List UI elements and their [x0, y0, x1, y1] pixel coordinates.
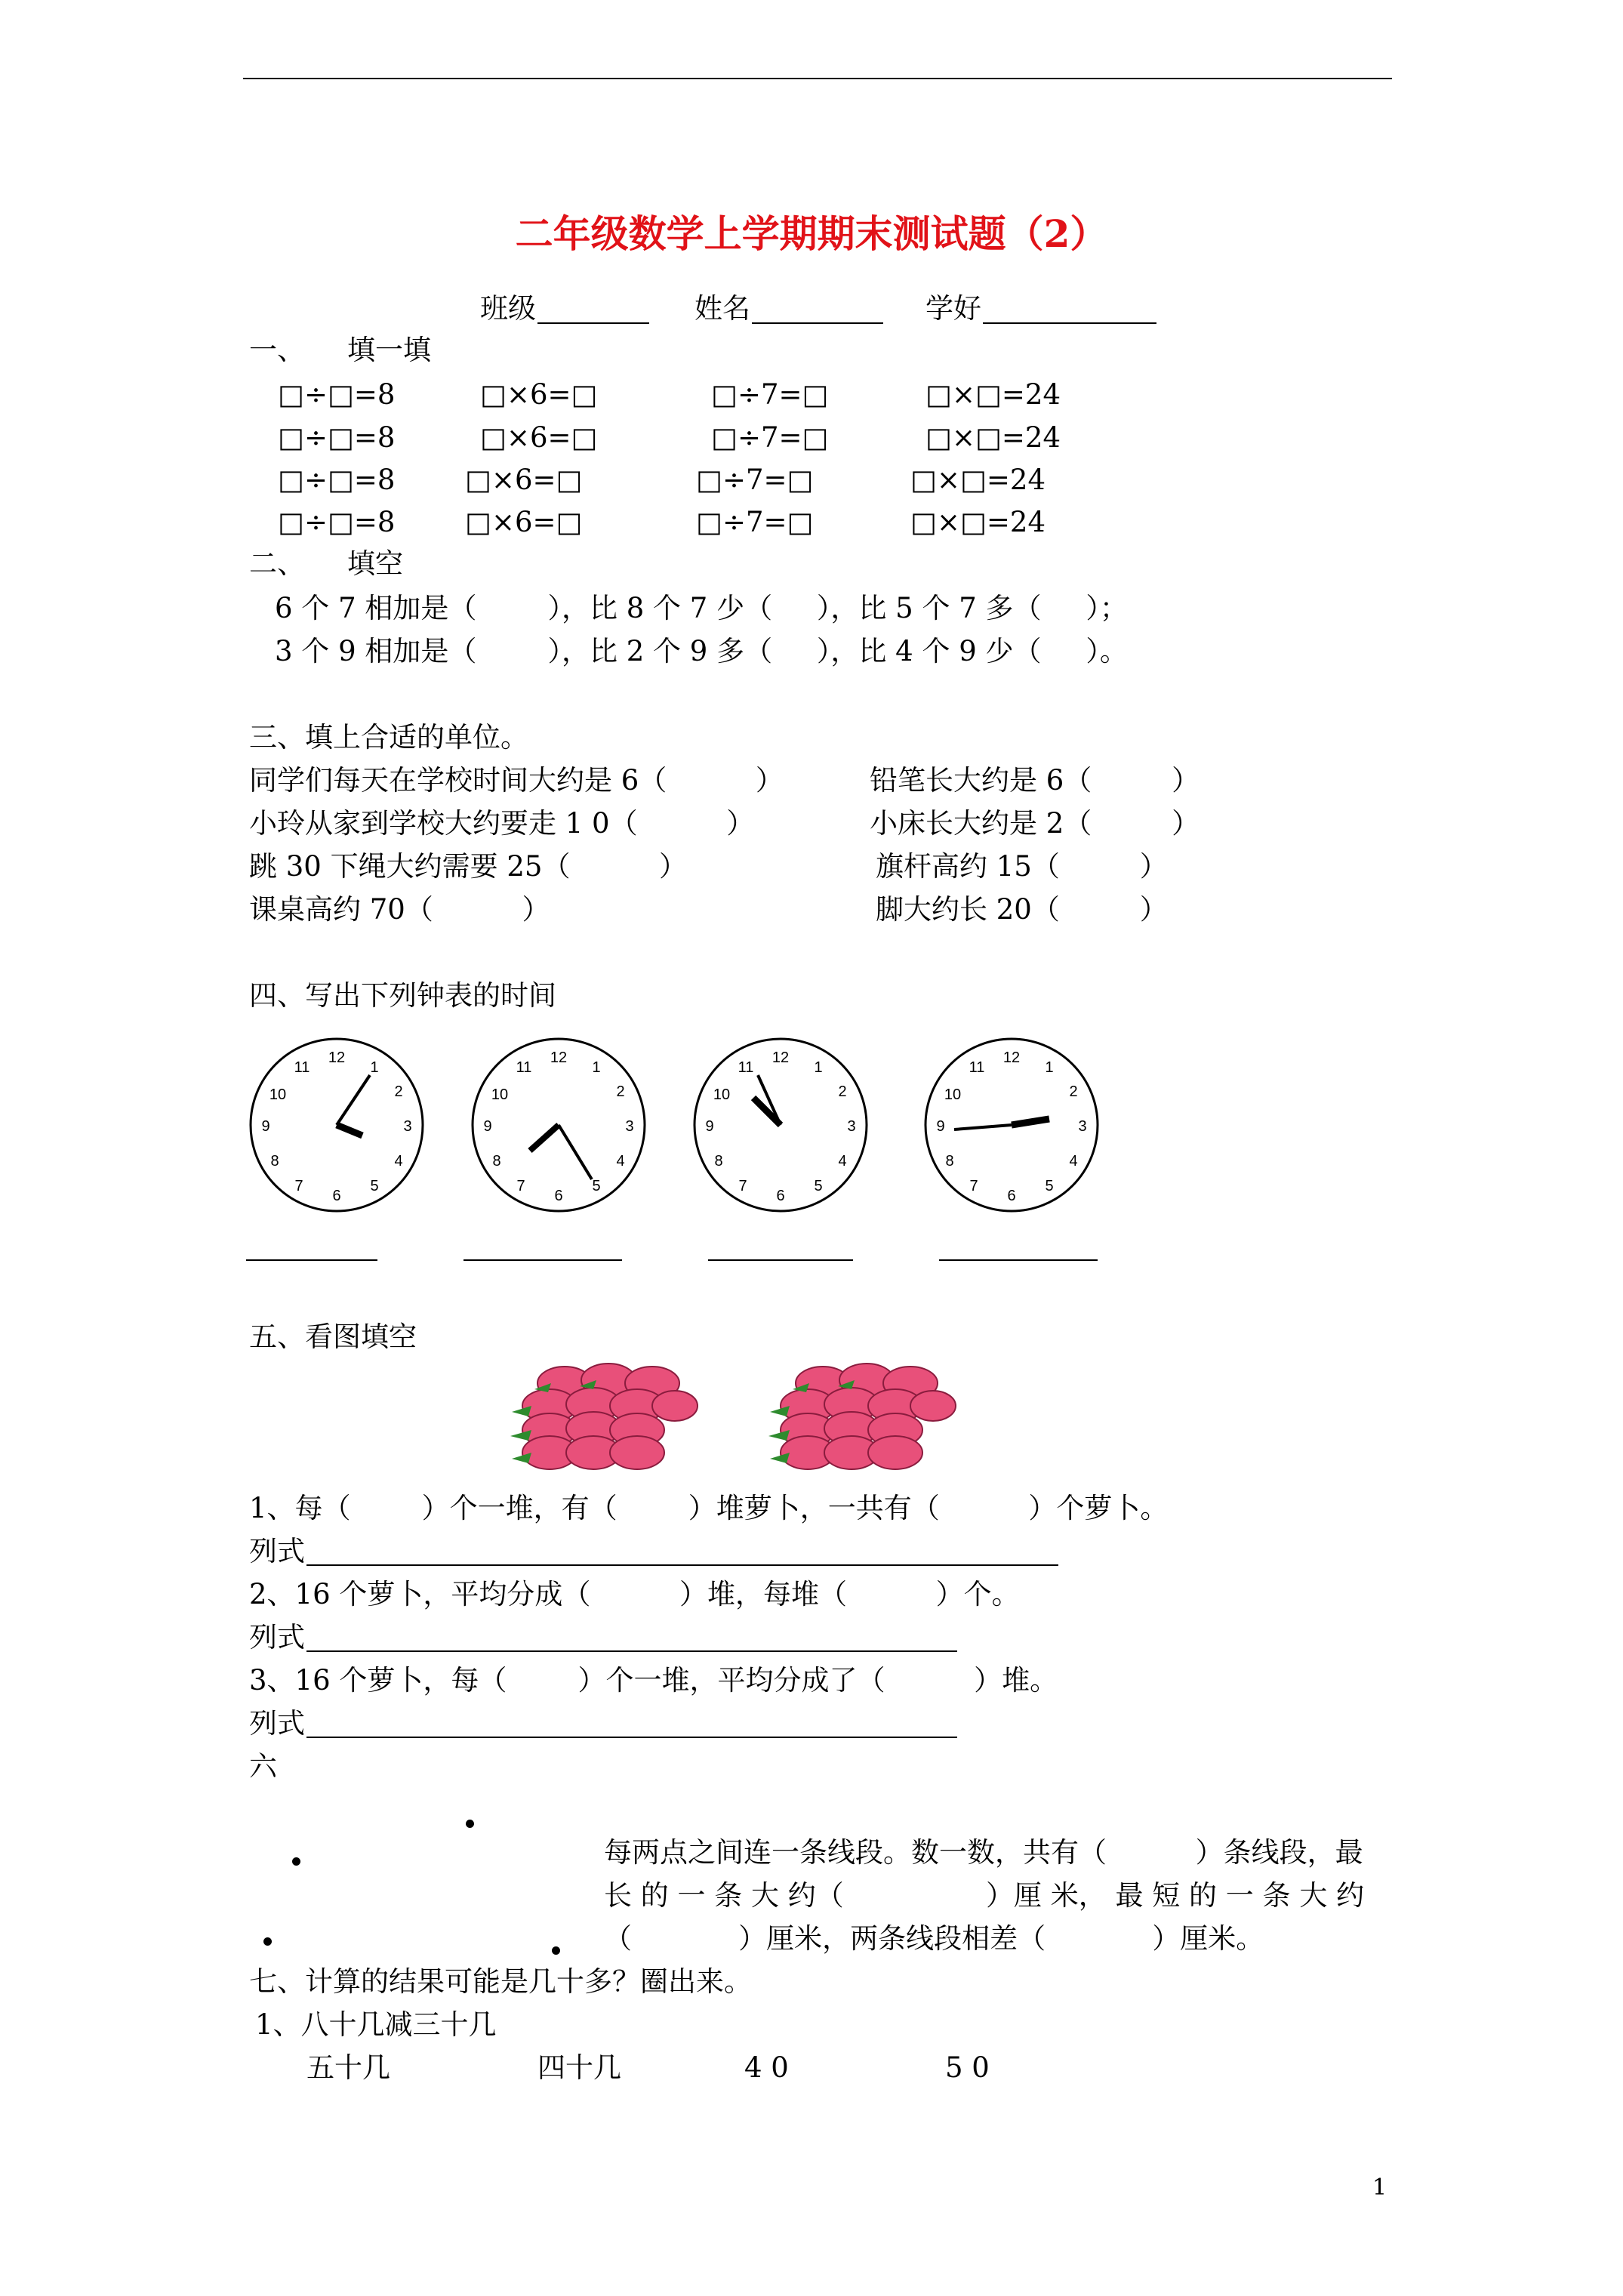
clock-4-answer-line[interactable] [939, 1259, 1098, 1261]
option-fifties[interactable]: 五十几 [306, 2051, 390, 2084]
point [292, 1857, 300, 1866]
page-number: 1 [1372, 2174, 1387, 2201]
point [263, 1937, 272, 1946]
formula-label-2: 列式 [249, 1621, 305, 1653]
question-2: 2、16 个萝卜，平均分成（ ）堆，每堆（ ）个。 [249, 1578, 1020, 1610]
header-rule [243, 78, 1392, 79]
svg-text:5: 5 [1045, 1178, 1054, 1194]
svg-text:2: 2 [394, 1083, 403, 1100]
equation: □×6=□ [465, 506, 583, 538]
equation: □÷7=□ [696, 464, 814, 496]
unit-question: 脚大约长 20（ ） [876, 893, 1168, 926]
clock-3-answer-line[interactable] [708, 1259, 853, 1261]
svg-text:8: 8 [945, 1153, 954, 1170]
svg-text:5: 5 [592, 1178, 601, 1194]
option-50[interactable]: 5 0 [945, 2051, 990, 2084]
svg-text:1: 1 [1045, 1059, 1054, 1076]
svg-text:8: 8 [270, 1153, 279, 1170]
unit-question: 铅笔长大约是 6（ ） [870, 764, 1200, 797]
section3-heading: 三、填上合适的单位。 [249, 721, 528, 754]
formula-line-3[interactable] [306, 1737, 957, 1738]
svg-text:6: 6 [554, 1188, 563, 1204]
page-title: 二年级数学上学期期末测试题（2） [515, 211, 1108, 256]
radish-pile-1 [504, 1359, 702, 1472]
svg-text:9: 9 [936, 1118, 945, 1135]
svg-text:10: 10 [269, 1086, 287, 1103]
svg-text:7: 7 [294, 1178, 303, 1194]
svg-text:6: 6 [776, 1188, 785, 1204]
point [466, 1820, 474, 1828]
equation: □÷□=8 [278, 421, 396, 454]
svg-text:6: 6 [332, 1188, 341, 1204]
section6-line-2: 长 的 一 条 大 约（ ）厘 米， 最 短 的 一 条 大 约 [604, 1879, 1365, 1912]
svg-text:2: 2 [616, 1083, 625, 1100]
svg-text:12: 12 [771, 1049, 790, 1066]
svg-text:10: 10 [944, 1086, 962, 1103]
svg-text:6: 6 [1007, 1188, 1016, 1204]
name-blank[interactable] [752, 322, 883, 324]
section2-heading: 填空 [347, 547, 403, 580]
svg-text:3: 3 [625, 1118, 634, 1135]
question-3: 3、16 个萝卜，每（ ）个一堆，平均分成了（ ）堆。 [249, 1664, 1058, 1697]
clock-2-answer-line[interactable] [463, 1259, 622, 1261]
svg-text:1: 1 [592, 1059, 601, 1076]
svg-text:4: 4 [838, 1153, 847, 1170]
svg-text:12: 12 [328, 1049, 346, 1066]
svg-text:9: 9 [705, 1118, 714, 1135]
school-blank[interactable] [983, 322, 1156, 324]
equation: □÷□=8 [278, 378, 396, 411]
section7-question-1: 1、八十几减三十几 [255, 2008, 497, 2041]
svg-text:11: 11 [516, 1059, 532, 1076]
unit-question: 同学们每天在学校时间大约是 6（ ） [249, 764, 784, 797]
equation: □×□=24 [925, 421, 1061, 454]
point [552, 1946, 560, 1955]
svg-text:9: 9 [261, 1118, 270, 1135]
equation: □÷□=8 [278, 464, 396, 496]
unit-question: 课桌高约 70（ ） [249, 893, 550, 926]
svg-text:5: 5 [814, 1178, 823, 1194]
equation: □×□=24 [925, 378, 1061, 411]
formula-label-1: 列式 [249, 1535, 305, 1567]
section5-heading: 五、看图填空 [249, 1321, 417, 1353]
formula-line-1[interactable] [306, 1564, 1058, 1566]
svg-text:8: 8 [492, 1153, 501, 1170]
svg-text:7: 7 [516, 1178, 525, 1194]
svg-text:7: 7 [738, 1178, 747, 1194]
formula-line-2[interactable] [306, 1650, 957, 1652]
option-40[interactable]: 4 0 [744, 2051, 789, 2084]
fill-in-line: 6 个 7 相加是（ ），比 8 个 7 少（ ），比 5 个 7 多（ ）； [275, 592, 1128, 624]
equation: □×□=24 [910, 464, 1046, 496]
svg-text:3: 3 [1078, 1118, 1087, 1135]
svg-text:2: 2 [838, 1083, 847, 1100]
svg-text:4: 4 [1069, 1153, 1078, 1170]
equation: □×6=□ [465, 464, 583, 496]
svg-text:10: 10 [713, 1086, 731, 1103]
unit-question: 小床长大约是 2（ ） [870, 807, 1200, 840]
svg-text:9: 9 [483, 1118, 492, 1135]
section6-heading: 六 [249, 1750, 277, 1783]
equation: □×6=□ [480, 378, 598, 411]
svg-text:12: 12 [1002, 1049, 1021, 1066]
school-label: 学好 [925, 292, 981, 325]
section4-heading: 四、写出下列钟表的时间 [249, 979, 556, 1012]
clock-1-answer-line[interactable] [246, 1259, 377, 1261]
equation: □÷□=8 [278, 506, 396, 538]
question-1: 1、每（ ）个一堆，有（ ）堆萝卜，一共有（ ）个萝卜。 [249, 1492, 1169, 1524]
radish-pile-2 [762, 1359, 960, 1472]
equation: □÷7=□ [696, 506, 814, 538]
section1-heading: 填一填 [347, 334, 431, 366]
svg-text:4: 4 [394, 1153, 403, 1170]
equation: □×6=□ [480, 421, 598, 454]
svg-text:3: 3 [403, 1118, 412, 1135]
equation: □×□=24 [910, 506, 1046, 538]
equation: □÷7=□ [711, 378, 829, 411]
fill-in-line: 3 个 9 相加是（ ），比 2 个 9 多（ ），比 4 个 9 少（ ）。 [275, 635, 1128, 667]
unit-question: 旗杆高约 15（ ） [876, 850, 1168, 883]
svg-text:4: 4 [616, 1153, 625, 1170]
section6-line-1: 每两点之间连一条线段。数一数，共有（ ）条线段，最 [604, 1836, 1363, 1869]
svg-text:1: 1 [814, 1059, 823, 1076]
section2-number: 二、 [249, 547, 305, 580]
formula-label-3: 列式 [249, 1707, 305, 1740]
svg-text:11: 11 [738, 1059, 754, 1076]
svg-text:3: 3 [847, 1118, 856, 1135]
svg-text:11: 11 [294, 1059, 310, 1076]
svg-text:2: 2 [1069, 1083, 1078, 1100]
section1-number: 一、 [249, 334, 305, 366]
svg-text:8: 8 [714, 1153, 723, 1170]
section6-line-3: （ ）厘米，两条线段相差（ ）厘米。 [604, 1922, 1264, 1955]
class-label: 班级 [480, 292, 536, 325]
section7-heading: 七、计算的结果可能是几十多？圈出来。 [249, 1965, 752, 1998]
name-label: 姓名 [694, 292, 750, 325]
svg-text:10: 10 [491, 1086, 509, 1103]
svg-text:7: 7 [969, 1178, 978, 1194]
unit-question: 小玲从家到学校大约要走 1 0（ ） [249, 807, 755, 840]
svg-text:12: 12 [550, 1049, 568, 1066]
class-blank[interactable] [537, 322, 649, 324]
clock-1 [248, 1036, 426, 1214]
equation: □÷7=□ [711, 421, 829, 454]
clock-3 [691, 1036, 870, 1214]
svg-text:11: 11 [969, 1059, 985, 1076]
unit-question: 跳 30 下绳大约需要 25（ ） [249, 850, 688, 883]
svg-text:5: 5 [370, 1178, 379, 1194]
svg-text:1: 1 [370, 1059, 379, 1076]
clock-2 [470, 1036, 648, 1214]
option-forties[interactable]: 四十几 [537, 2051, 621, 2084]
clock-4 [922, 1036, 1101, 1214]
